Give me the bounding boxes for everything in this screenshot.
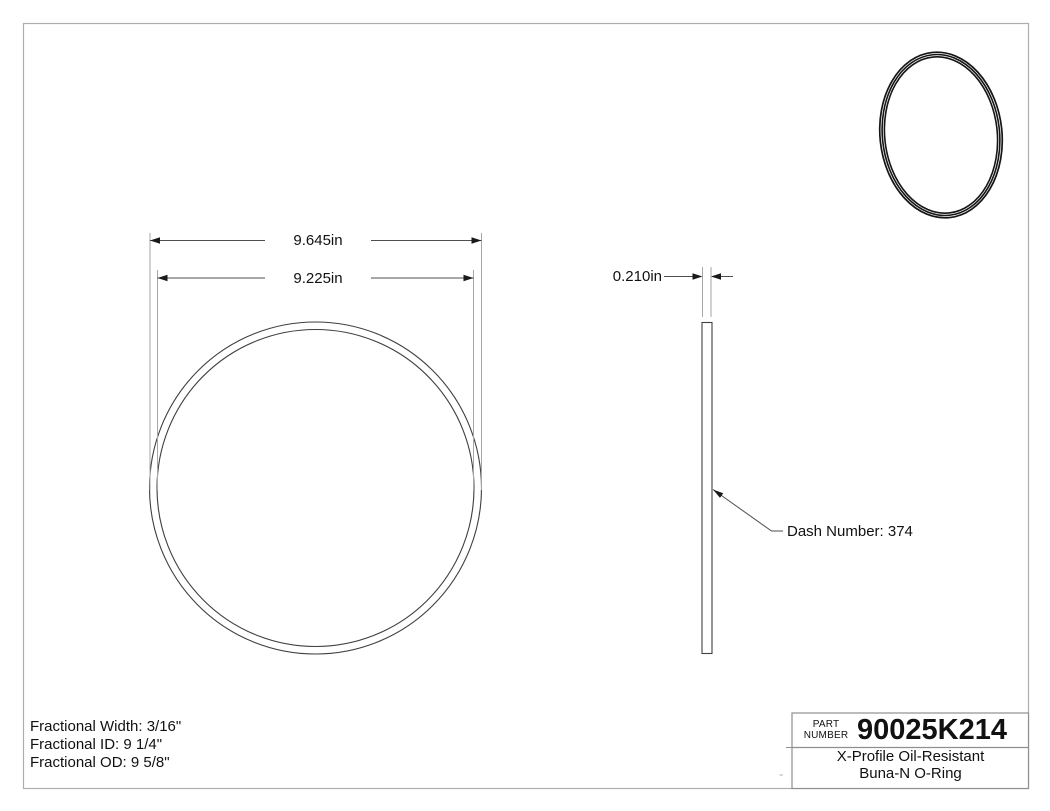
number-word: NUMBER [803, 730, 849, 741]
part-description-line1: X-Profile Oil-Resistant [836, 748, 985, 765]
fractional-width-note: Fractional Width: 3/16" [30, 718, 182, 735]
oring-side-view [702, 323, 712, 654]
part-word: PART [812, 719, 840, 730]
part-number-value: 90025K214 [857, 714, 1007, 746]
part-description-line2: Buna-N O-Ring [859, 765, 962, 782]
page-border [24, 24, 1029, 789]
id-extension-lines [158, 270, 474, 490]
fractional-notes [30, 718, 181, 772]
od-arrow-left [150, 237, 160, 243]
width-dimension-line [664, 273, 733, 279]
width-arrow-right [711, 273, 721, 279]
dash-number-leader [713, 490, 783, 532]
oring-inner-circle [157, 330, 474, 647]
dash-leader-arrow [713, 490, 723, 498]
id-arrow-left [158, 275, 168, 281]
part-description [792, 748, 1029, 782]
id-arrow-right [464, 275, 474, 281]
width-dimension-label: 0.210in [585, 268, 664, 285]
fractional-od-note: Fractional OD: 9 5/8" [30, 754, 170, 771]
od-dimension-label: 9.645in [265, 232, 371, 249]
fractional-id-note: Fractional ID: 9 1/4" [30, 736, 163, 753]
id-dimension-label: 9.225in [265, 270, 371, 287]
oring-isometric-view [872, 46, 1011, 224]
width-extension-lines [703, 267, 712, 317]
od-arrow-right [472, 237, 482, 243]
dash-number-label: Dash Number: 374 [787, 523, 913, 540]
oring-outer-circle [150, 322, 482, 654]
width-arrow-left [693, 273, 703, 279]
